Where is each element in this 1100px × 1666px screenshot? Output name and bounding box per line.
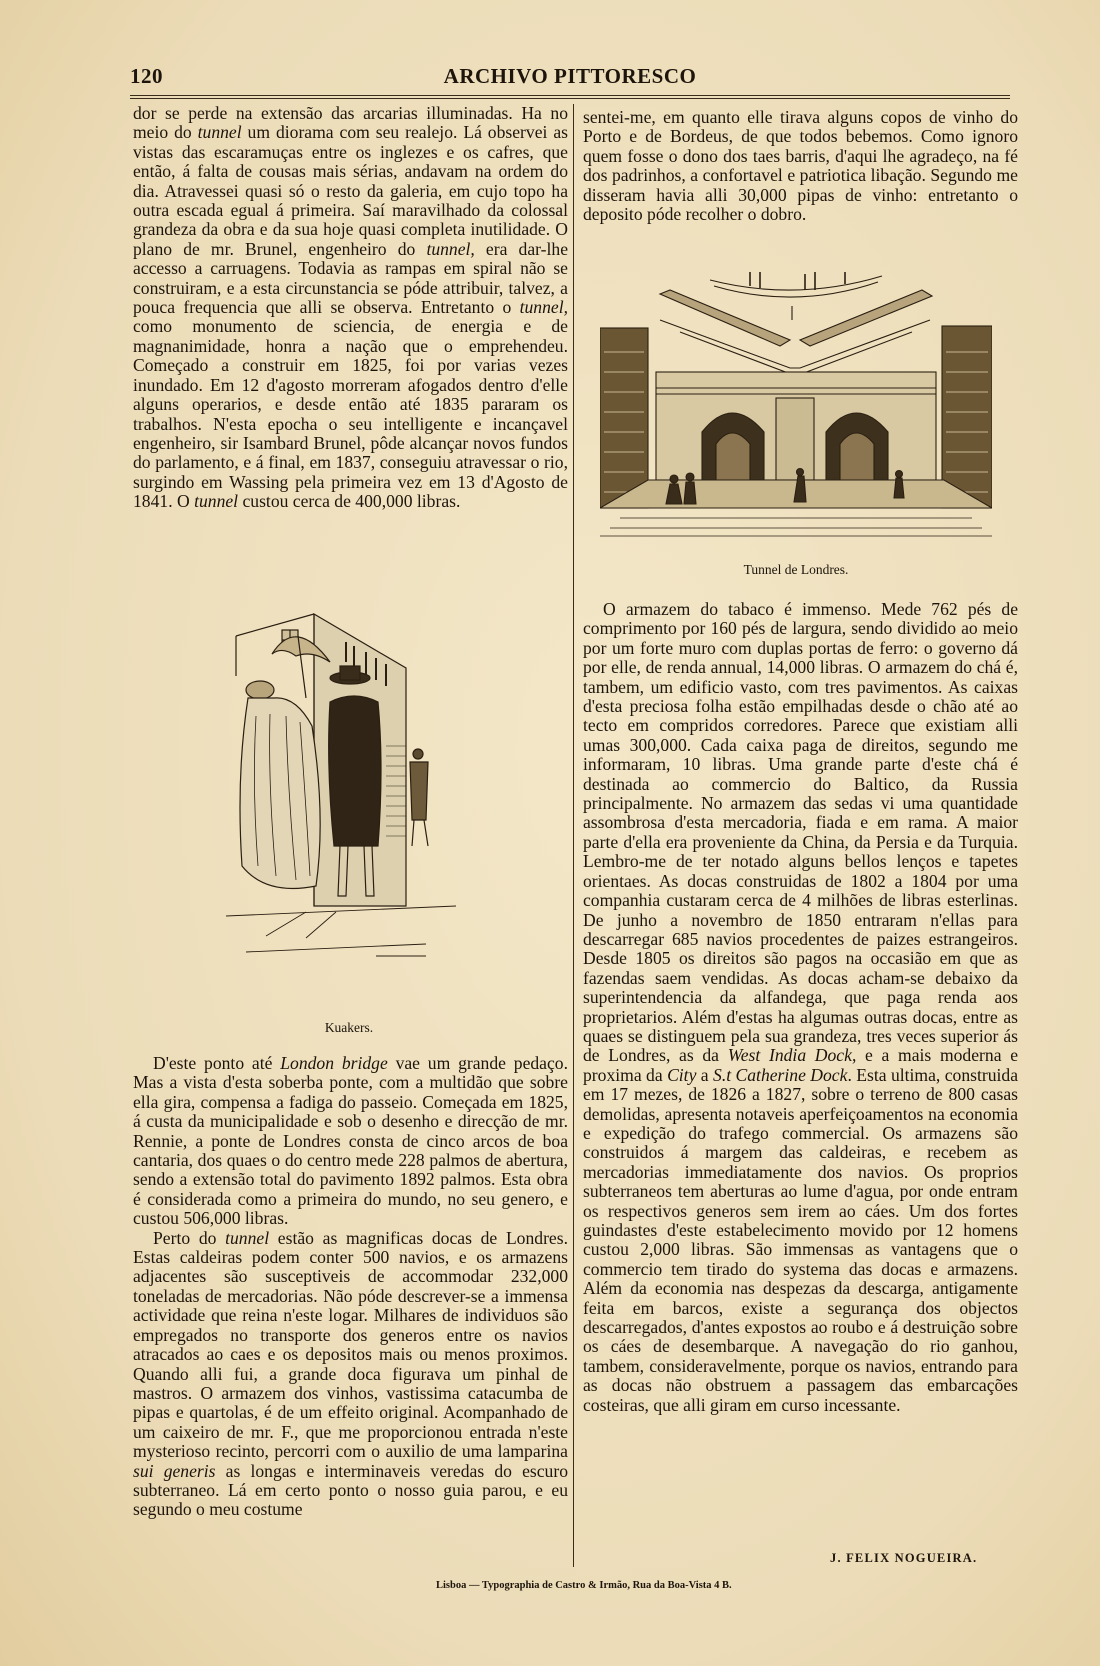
text-run: O armazem do tabaco é immenso. Mede 762 pés de comprimento por 160 pés de largura, sendo dividido ao meio por um forte muro com duplas portas de ferro: o governo dá por elle, de renda annual, 14,000 libras. O armazem do chá é, tambem, um edificio vasto, com tres pavimentos. As caixas d'esta preciosa folha estão empilhadas desde o chão até ao tecto em compridos corredores. Parece que existiam alli umas 300,000. Cada caixa paga de direitos, segundo me informaram, 10 libras. Uma grande parte d'este chá é destinada ao commercio do Baltico, da Russia principalmente. No armazem das sedas vi uma quantidade assombrosa d'esta mercadoria, fiada e em rama. A maior parte d'ella era proveniente da China, da Persia e da Turquia. Lembro-me de ter notado alguns bellos lenços e tapetes orientaes. As docas construidas de 1802 a 1804 por uma companhia custaram cerca de 4 milhões de libras esterlinas. De junho a novembro de 1850 entraram n'ellas para descarregar 685 navios procedentes de paizes estrangeiros. Desde 1805 os direitos são pagos na occasião em que as fazendas saem vendidas. As docas acham-se debaixo da superintendencia da alfandega, que paga renda aos proprietarios. Além d'estas ha algumas outras docas, entre as quaes se distinguem pela sua grandeza, tres veces superior ás de Londres, as da xyxy=(583,599,1018,1066)
right-column-top-text xyxy=(583,108,1018,248)
text-run: a xyxy=(696,1064,714,1085)
running-title: ARCHIVO PITTORESCO xyxy=(443,64,697,88)
text-run: custou cerca de 400,000 libras. xyxy=(238,491,461,512)
italic-run: tunnel xyxy=(197,122,242,143)
printer-imprint: Lisboa — Typographia de Castro & Irmão, Rua da Boa-Vista 4 B. xyxy=(436,1580,732,1591)
italic-run: tunnel xyxy=(225,1227,270,1248)
kuakers-engraving xyxy=(226,606,472,986)
kuakers-caption: Kuakers. xyxy=(324,1020,374,1035)
paragraph xyxy=(133,1054,568,1229)
italic-run: tunnel xyxy=(194,491,239,512)
kuakers-illustration xyxy=(226,606,472,986)
text-run: vae um grande pedaço. Mas a vista d'esta soberba ponte, com a multidão que sobre ella gira, compensa a fadiga do passeio. Começada em 1825, á custa da municipalidade e sob o desenho e direcção de mr. Rennie, a ponte de Londres consta de cinco arcos de boa cantaria, dos quaes o do centro mede 228 palmos de abertura, sendo a extensão total do pavimento 1892 palmos. Esta obra é considerada como a primeira do mundo, no seu genero, e custou 506,000 libras. xyxy=(133,1053,568,1229)
italic-run: tunnel, xyxy=(426,238,475,259)
text-run: . Esta ultima, construida em 17 mezes, de 1826 a 1827, sobre o terreno de 800 casas demolidas, apresenta notaveis aperfeiçoamentos na economia e expedição do trafego commercial. Os armazens são construidos á margem das caldeiras, e recebem as mercadorias immediatamente dos navios. Os proprios subterraneos tem aberturas ao lume d'agua, por onde entram os respectivos generos sem irem ao cáes. Um dos fortes guindastes d'este estabelecimento movido por 12 homens custou 2,000 libras. São immensas as vantagens que o commercio tem tirado do systema das docas e armazens. Além da economia nas despezas da descarga, antigamente feita em barcos, existe a segurança dos objectos descarregados, d'antes expostos ao roubo e á destruição sobre os cáes de desembarque. A navegação do rio ganhou, tambem, consideravelmente, porque os navios, entrando para as docas não obstruem a passagem das embarcações costeiras, que alli giram em curso incessante. xyxy=(583,1064,1018,1415)
author-signature: J. FELIX NOGUEIRA. xyxy=(830,1551,978,1565)
header-rule xyxy=(130,95,1010,99)
italic-run: West India Dock xyxy=(727,1045,852,1066)
paragraph xyxy=(583,600,1018,1415)
italic-run: S.t Catherine Dock xyxy=(713,1064,848,1085)
page-header xyxy=(130,64,1010,96)
text-run: , e a mais moderna e proxima da xyxy=(583,1045,1019,1085)
italic-run: sui generis xyxy=(133,1460,216,1481)
left-column-bottom-text xyxy=(133,1054,568,1569)
left-column-top-text xyxy=(133,104,568,582)
page-number: 120 xyxy=(130,64,163,88)
column-divider xyxy=(573,104,574,1567)
text-run: D'este ponto até xyxy=(153,1053,281,1073)
tunnel-caption: Tunnel de Londres. xyxy=(743,562,849,577)
italic-run: City xyxy=(667,1064,697,1085)
text-run: estão as magnificas docas de Londres. Estas caldeiras podem conter 500 navios, e os armazens adjacentes são susceptiveis de accommodar 232,000 toneladas de mercadorias. Não póde descrever-se a immensa actividade que reina n'este logar. Milhares de individuos são empregados no transporte dos generos entre os navios atracados ao caes e os depositos mais ou menos proximos. Quando alli fui, a grande doca figurava um pinhal de mastros. O armazem dos vinhos, vastissima catacumba de pipas e quartolas, é de um effeito original. Acompanhado de um caixeiro de mr. F., que me proporcionou entrada n'este mysterioso recinto, percorri com o auxilio de uma lamparina xyxy=(133,1227,568,1462)
text-run: dor se perde na extensão das arcarias illuminadas. Ha no meio do xyxy=(133,103,568,143)
text-run: como monumento de sciencia, de energia e de magnanimidade, honra a nação que o emprehendeu. Começado a construir em 1825, foi por varias vezes inundado. Em 12 d'agosto morreram afogados dentro d'elle alguns operarios, e desde então até 1835 pararam os trabalhos. N'esta epocha o seu intelligente e incançavel engenheiro, sir Isambard Brunel, pôde alcançar novos fundos do parlamento, e á final, em 1837, conseguiu atravessar o rio, surgindo em Wassing pela primeira vez em 13 d'Agosto de 1841. O xyxy=(133,316,568,512)
tunnel-engraving xyxy=(600,272,992,540)
paragraph xyxy=(133,104,568,512)
paragraph: sentei-me, em quanto elle tirava alguns copos de vinho do Porto e de Bordeus, de que todos bebemos. Como ignoro quem fosse o dono dos taes barris, d'aqui lhe agradeço, na fé dos padrinhos, a confortavel e patriotica libação. Segundo me disseram havia alli 30,000 pipas de vinho: entretanto o deposito póde recolher o dobro. xyxy=(583,107,1018,225)
tunnel-illustration xyxy=(600,272,992,540)
italic-run: tunnel, xyxy=(519,297,568,318)
text-run: era dar-lhe accesso a carruagens. Todavia as rampas em spiral não se construiram, e a esta circunstancia se póde attribuir, talvez, a pouca frequencia que alli se observa. Entretanto o xyxy=(133,238,568,318)
right-column-bottom-text xyxy=(583,600,1018,1555)
text-run: um diorama com seu realejo. Lá observei as vistas das escaramuças entre os inglezes e os cafres, que então, á falta de cousas mais sérias, andavam na ordem do dia. Atravessei quasi só o resto da galeria, em cujo topo ha outra escada egual á primeira. Saí maravilhado da colossal grandeza da obra e da sua hoje quasi completa inutilidade. O plano de mr. Brunel, engenheiro do xyxy=(133,122,568,259)
paragraph xyxy=(133,1229,568,1520)
text-run: as longas e interminaveis veredas do escuro subterraneo. Lá em certo ponto o nosso guia parou, e eu segundo o meu costume xyxy=(133,1460,568,1520)
italic-run: London bridge xyxy=(280,1053,388,1073)
text-run: Perto do xyxy=(153,1227,226,1248)
